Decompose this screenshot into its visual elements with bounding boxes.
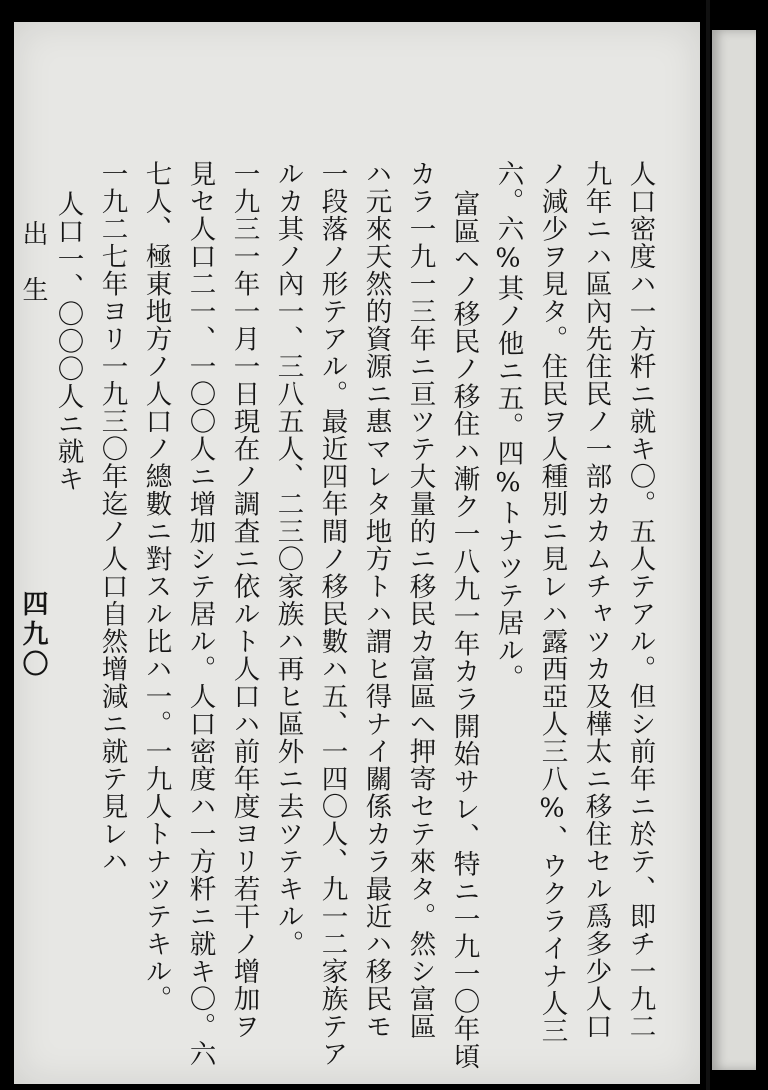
text-column-1: 人口密度ハ一方粁ニ就キ〇。五人テアル。但シ前年ニ於テ、即チ一九二 bbox=[624, 160, 656, 1040]
text-column-14: 人口一、〇〇〇人ニ就キ bbox=[52, 190, 84, 493]
page-gutter bbox=[706, 0, 710, 1090]
text-column-9: ルカ其ノ內一、三八五人、二三〇家族ハ再ヒ區外ニ去ツテキル。 bbox=[272, 160, 304, 958]
text-column-8: 一段落ノ形テアル。最近四年間ノ移民數ハ五、一四〇人、九一二家族テア bbox=[316, 160, 348, 1068]
text-column-6: カラ一九一三年ニ亘ツテ大量的ニ移民カ富區ヘ押寄セテ來タ。然シ富區 bbox=[404, 160, 436, 1040]
text-column-4: 六。六%其ノ他ニ五。四%トナツテ居ル。 bbox=[492, 160, 524, 692]
text-column-2: 九年ニハ區內先住民ノ一部カカムチャツカ及樺太ニ移住セル爲多少人口 bbox=[580, 160, 612, 1040]
text-column-7: ハ元來天然的資源ニ惠マレタ地方トハ謂ヒ得ナイ關係カラ最近ハ移民モ bbox=[360, 160, 392, 1040]
text-column-3: ノ減少ヲ見タ。住民ヲ人種別ニ見レハ露西亞人三八%、ウクライナ人三 bbox=[536, 160, 568, 1045]
text-column-13: 一九二七年ヨリ一九三〇年迄ノ人口自然增減ニ就テ見レハ bbox=[96, 160, 128, 875]
text-column-11: 見セ人口二一、一〇〇人ニ增加シテ居ル。人口密度ハ一方粁ニ就キ〇。六 bbox=[184, 160, 216, 1068]
text-column-10: 一九三一年一月一日現在ノ調査ニ依ルト人口ハ前年度ヨリ若干ノ增加ヲ bbox=[228, 160, 260, 1040]
text-column-5: 富區ヘノ移民ノ移住ハ漸ク一八九一年カラ開始サレ、特ニ一九一〇年頃 bbox=[448, 190, 480, 1070]
adjacent-page-edge bbox=[712, 30, 756, 1070]
section-subheading: 出生 bbox=[18, 220, 48, 332]
text-column-12: 七人、極東地方ノ人口ノ總數ニ對スル比ハ一。一九人トナツテキル。 bbox=[140, 160, 172, 1013]
page-number: 四九〇 bbox=[18, 590, 48, 680]
